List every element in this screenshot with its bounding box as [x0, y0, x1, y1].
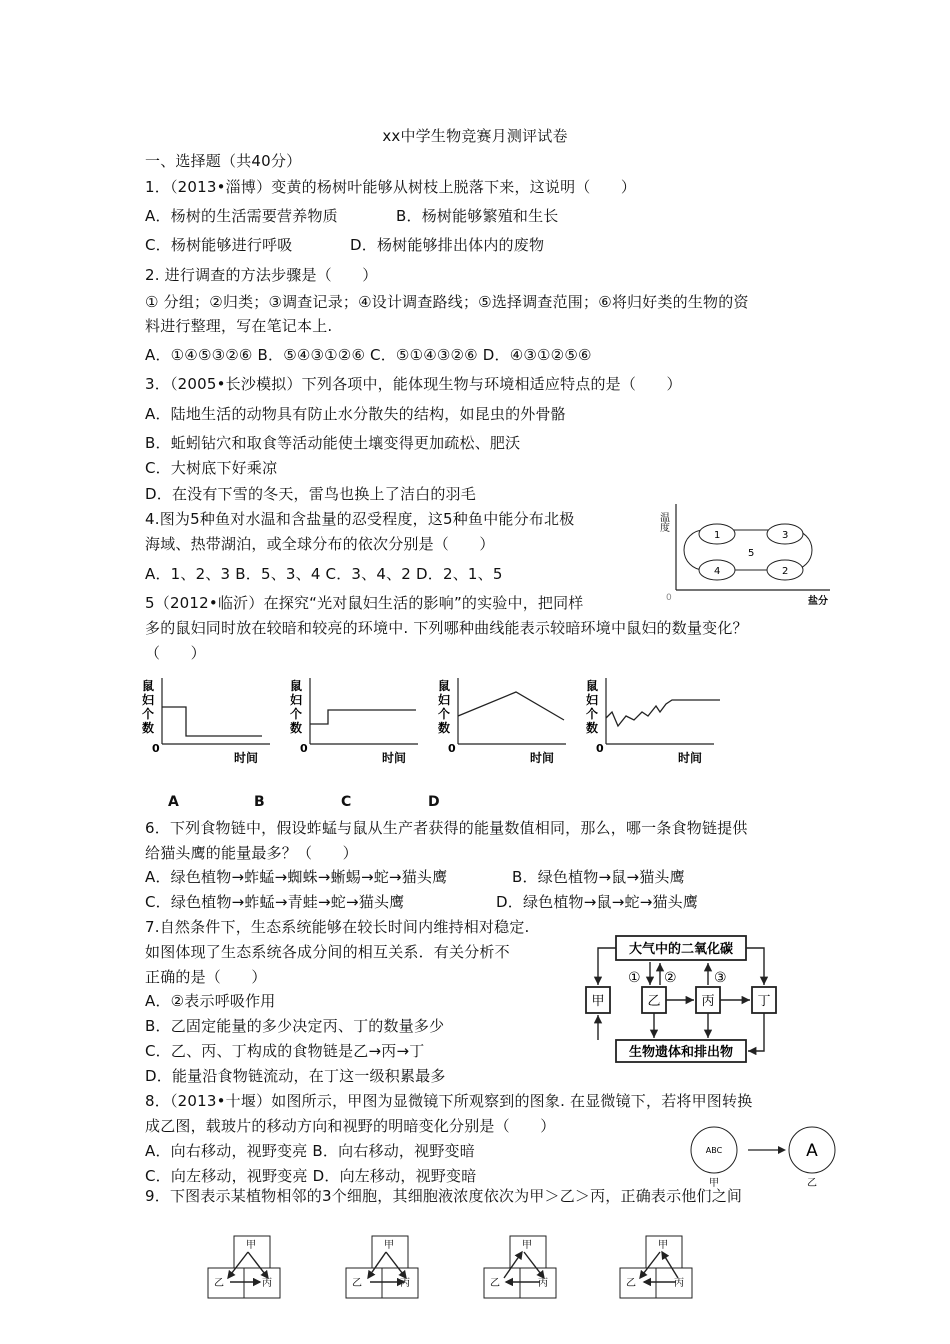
ecosystem-arrows: [598, 948, 764, 1051]
q3-option-a: A．陆地生活的动物具有防止水分散失的结构，如昆虫的外骨骼: [145, 405, 566, 423]
population-curve: [310, 710, 416, 724]
y-axis-label-char: 鼠: [290, 679, 303, 693]
cell-bing-label: 丙: [400, 1278, 410, 1289]
cell-yi-label: 乙: [352, 1278, 362, 1289]
origin-label: 0: [152, 742, 160, 755]
transform-arrow-head: [778, 1146, 786, 1154]
bing-label: 丙: [701, 994, 715, 1009]
y-axis-label-char: 鼠: [438, 679, 451, 693]
q8-options-ab: A．向右移动，视野变亮 B．向右移动，视野变暗: [145, 1142, 475, 1160]
origin-label: 0: [596, 742, 604, 755]
cell-jia-label: 甲: [522, 1240, 532, 1251]
q3-option-b: B．蚯蚓钻穴和取食等活动能使土壤变得更加疏松、肥沃: [145, 434, 521, 452]
q5-label-c: C: [341, 794, 352, 810]
y-axis-label-char: 个: [438, 707, 451, 721]
q1-stem: 1．（2013•淄博）变黄的杨树叶能够从树枝上脱落下来，这说明（ ）: [145, 178, 637, 196]
q3-option-c: C．大树底下好乘凉: [145, 459, 278, 477]
q4-line2: 海域、热带湖泊，或全球分布的依次分别是（ ）: [145, 535, 495, 553]
cell-panel-3: [484, 1236, 556, 1298]
fish-3-label: 3: [782, 530, 789, 541]
y-axis-label-char: 鼠: [586, 679, 599, 693]
q7-line2: 如图体现了生态系统各成分间的相互关系．有关分析不: [145, 943, 510, 961]
q5-label-d: D: [428, 794, 440, 810]
q5-line2: 多的鼠妇同时放在较暗和较亮的环境中. 下列哪种曲线能表示较暗环境中鼠妇的数量变化？: [145, 619, 748, 637]
cell-bing-label: 丙: [674, 1278, 684, 1289]
cell-yi-label: 乙: [490, 1278, 500, 1289]
fish-tolerance-figure: [657, 498, 835, 608]
cell-jia-label: 甲: [246, 1240, 256, 1251]
page-title: xx中学生物竞赛月测评试卷: [382, 127, 568, 145]
microscope-figure: [684, 1124, 844, 1190]
cell-bing-label: 丙: [538, 1278, 548, 1289]
cell-panels: [208, 1236, 692, 1298]
y-axis-label-char: 数: [438, 721, 451, 735]
population-curve: [458, 692, 564, 720]
curve-panel-A: [142, 678, 270, 765]
yi-label: 乙: [647, 994, 661, 1009]
q6-option-c: C．绿色植物→蚱蜢→青蛙→蛇→猫头鹰: [145, 893, 405, 911]
jia-label: 甲: [591, 994, 605, 1009]
marker-2: ②: [664, 970, 677, 986]
x-axis-label: 时间: [678, 751, 703, 765]
q1-option-b: B．杨树能够繁殖和生长: [396, 207, 559, 225]
q6-line1: 6．下列食物链中，假设蚱蜢与鼠从生产者获得的能量数值相同，那么，哪一条食物链提供: [145, 819, 748, 837]
x-axis-label: 时间: [234, 751, 259, 765]
q1-option-d: D．杨树能够排出体内的废物: [350, 236, 545, 254]
x-axis-label: 时间: [530, 751, 555, 765]
q5-line3: （ ）: [145, 644, 206, 662]
q7-line3: 正确的是（ ）: [145, 968, 267, 986]
cell-yi-label: 乙: [626, 1278, 636, 1289]
q6-option-d: D．绿色植物→鼠→蛇→猫头鹰: [496, 893, 699, 911]
y-axis-label-char: 妇: [290, 693, 303, 707]
fish-5-label: 5: [748, 548, 755, 559]
cell-panel-1: [208, 1236, 280, 1298]
q7-line1: 7.自然条件下，生态系统能够在较长时间内维持相对稳定.: [145, 918, 530, 936]
remains-label: 生物遗体和排出物: [628, 1045, 734, 1060]
origin-label: 0: [666, 593, 672, 603]
y-axis-label-char: 个: [142, 707, 155, 721]
y-axis-label-char: 数: [586, 721, 599, 735]
cell-panel-4: [620, 1236, 692, 1298]
q9-line1: 9．下图表示某植物相邻的3个细胞，其细胞液浓度依次为甲＞乙＞丙，正确表示他们之间: [145, 1187, 743, 1205]
y-axis-label-char: 妇: [586, 693, 599, 707]
q7-option-d: D．能量沿食物链流动，在丁这一级积累最多: [145, 1067, 446, 1085]
q8-line1: 8．（2013•十堰）如图所示，甲图为显微镜下所观察到的图象. 在显微镜下，若将甲图转换: [145, 1092, 753, 1110]
q5-line1: 5（2012•临沂）在探究“光对鼠妇生活的影响”的实验中，把同样: [145, 594, 584, 612]
y-axis-label-char: 妇: [142, 693, 155, 707]
cell-panel-2: [346, 1236, 418, 1298]
q7-option-b: B．乙固定能量的多少决定丙、丁的数量多少: [145, 1017, 445, 1035]
view-jia-label: 甲: [709, 1178, 719, 1189]
y-axis-label-char: 个: [290, 707, 303, 721]
view-jia-letters: ABC: [705, 1146, 723, 1155]
q6-option-b: B．绿色植物→鼠→猫头鹰: [512, 868, 685, 886]
q8-line2: 成乙图，载玻片的移动方向和视野的明暗变化分别是（ ）: [145, 1117, 556, 1135]
y-axis-label: 温度: [657, 512, 669, 532]
q5-label-a: A: [168, 794, 180, 810]
x-axis-label: 盐分: [808, 596, 828, 607]
y-axis-label-char: 数: [142, 721, 155, 735]
q6-option-a: A．绿色植物→蚱蜢→蜘蛛→蜥蜴→蛇→猫头鹰: [145, 868, 448, 886]
y-axis-label-char: 个: [586, 707, 599, 721]
q6-line2: 给猫头鹰的能量最多？（ ）: [145, 844, 358, 862]
y-axis-label-char: 数: [290, 721, 303, 735]
curve-panel-C: [438, 678, 566, 765]
q2-options: A．①④⑤③②⑥ B．⑤④③①②⑥ C．⑤①④③②⑥ D．④③①②⑤⑥: [145, 346, 592, 364]
view-yi-letter: A: [806, 1141, 818, 1161]
origin-label: 0: [300, 742, 308, 755]
co2-label: 大气中的二氧化碳: [628, 942, 734, 957]
q5-label-b: B: [254, 794, 265, 810]
q7-option-c: C．乙、丙、丁构成的食物链是乙→丙→丁: [145, 1042, 425, 1060]
y-axis-label-char: 妇: [438, 693, 451, 707]
q3-option-d: D．在没有下雪的冬天，雷鸟也换上了洁白的羽毛: [145, 485, 476, 503]
ecosystem-figure: [580, 930, 780, 1060]
plant-cells-figures: [200, 1234, 700, 1304]
fish-2-label: 2: [782, 566, 789, 577]
fish-1-label: 1: [714, 530, 721, 541]
marker-3: ③: [714, 970, 727, 986]
q1-option-c: C．杨树能够进行呼吸: [145, 236, 293, 254]
curve-panel-B: [290, 678, 418, 765]
x-axis-label: 时间: [382, 751, 407, 765]
q8-options-cd: C．向左移动，视野变亮 D．向左移动，视野变暗: [145, 1167, 477, 1185]
cell-jia-label: 甲: [658, 1240, 668, 1251]
q3-stem: 3．（2005•长沙模拟）下列各项中，能体现生物与环境相适应特点的是（ ）: [145, 375, 682, 393]
y-axis-label-char: 鼠: [142, 679, 155, 693]
woodlouse-curve-figures: [140, 672, 740, 772]
q1-option-a: A．杨树的生活需要营养物质: [145, 207, 338, 225]
cell-yi-label: 乙: [214, 1278, 224, 1289]
q2-stem: 2. 进行调查的方法步骤是（ ）: [145, 266, 378, 284]
q4-line1: 4.图为5种鱼对水温和含盐量的忍受程度，这5种鱼中能分布北极: [145, 510, 575, 528]
view-yi-label: 乙: [807, 1178, 817, 1189]
population-curve: [162, 707, 262, 736]
q2-line1: ① 分组；②归类；③调查记录；④设计调查路线；⑤选择调查范围；⑥将归好类的生物的资: [145, 293, 749, 311]
q2-line2: 料进行整理，写在笔记本上.: [145, 317, 333, 335]
cell-jia-label: 甲: [384, 1240, 394, 1251]
ding-label: 丁: [757, 994, 771, 1009]
section-heading: 一、选择题（共40分）: [145, 152, 302, 170]
curve-panel-D: [586, 678, 720, 765]
marker-1: ①: [628, 970, 641, 986]
q7-option-a: A．②表示呼吸作用: [145, 992, 276, 1010]
curve-panels: [142, 678, 720, 765]
fish-4-label: 4: [714, 566, 721, 577]
origin-label: 0: [448, 742, 456, 755]
population-curve: [606, 700, 720, 726]
q4-options: A．1、2、3 B．5、3、4 C．3、4、2 D．2、1、5: [145, 565, 503, 583]
cell-bing-label: 丙: [262, 1278, 272, 1289]
